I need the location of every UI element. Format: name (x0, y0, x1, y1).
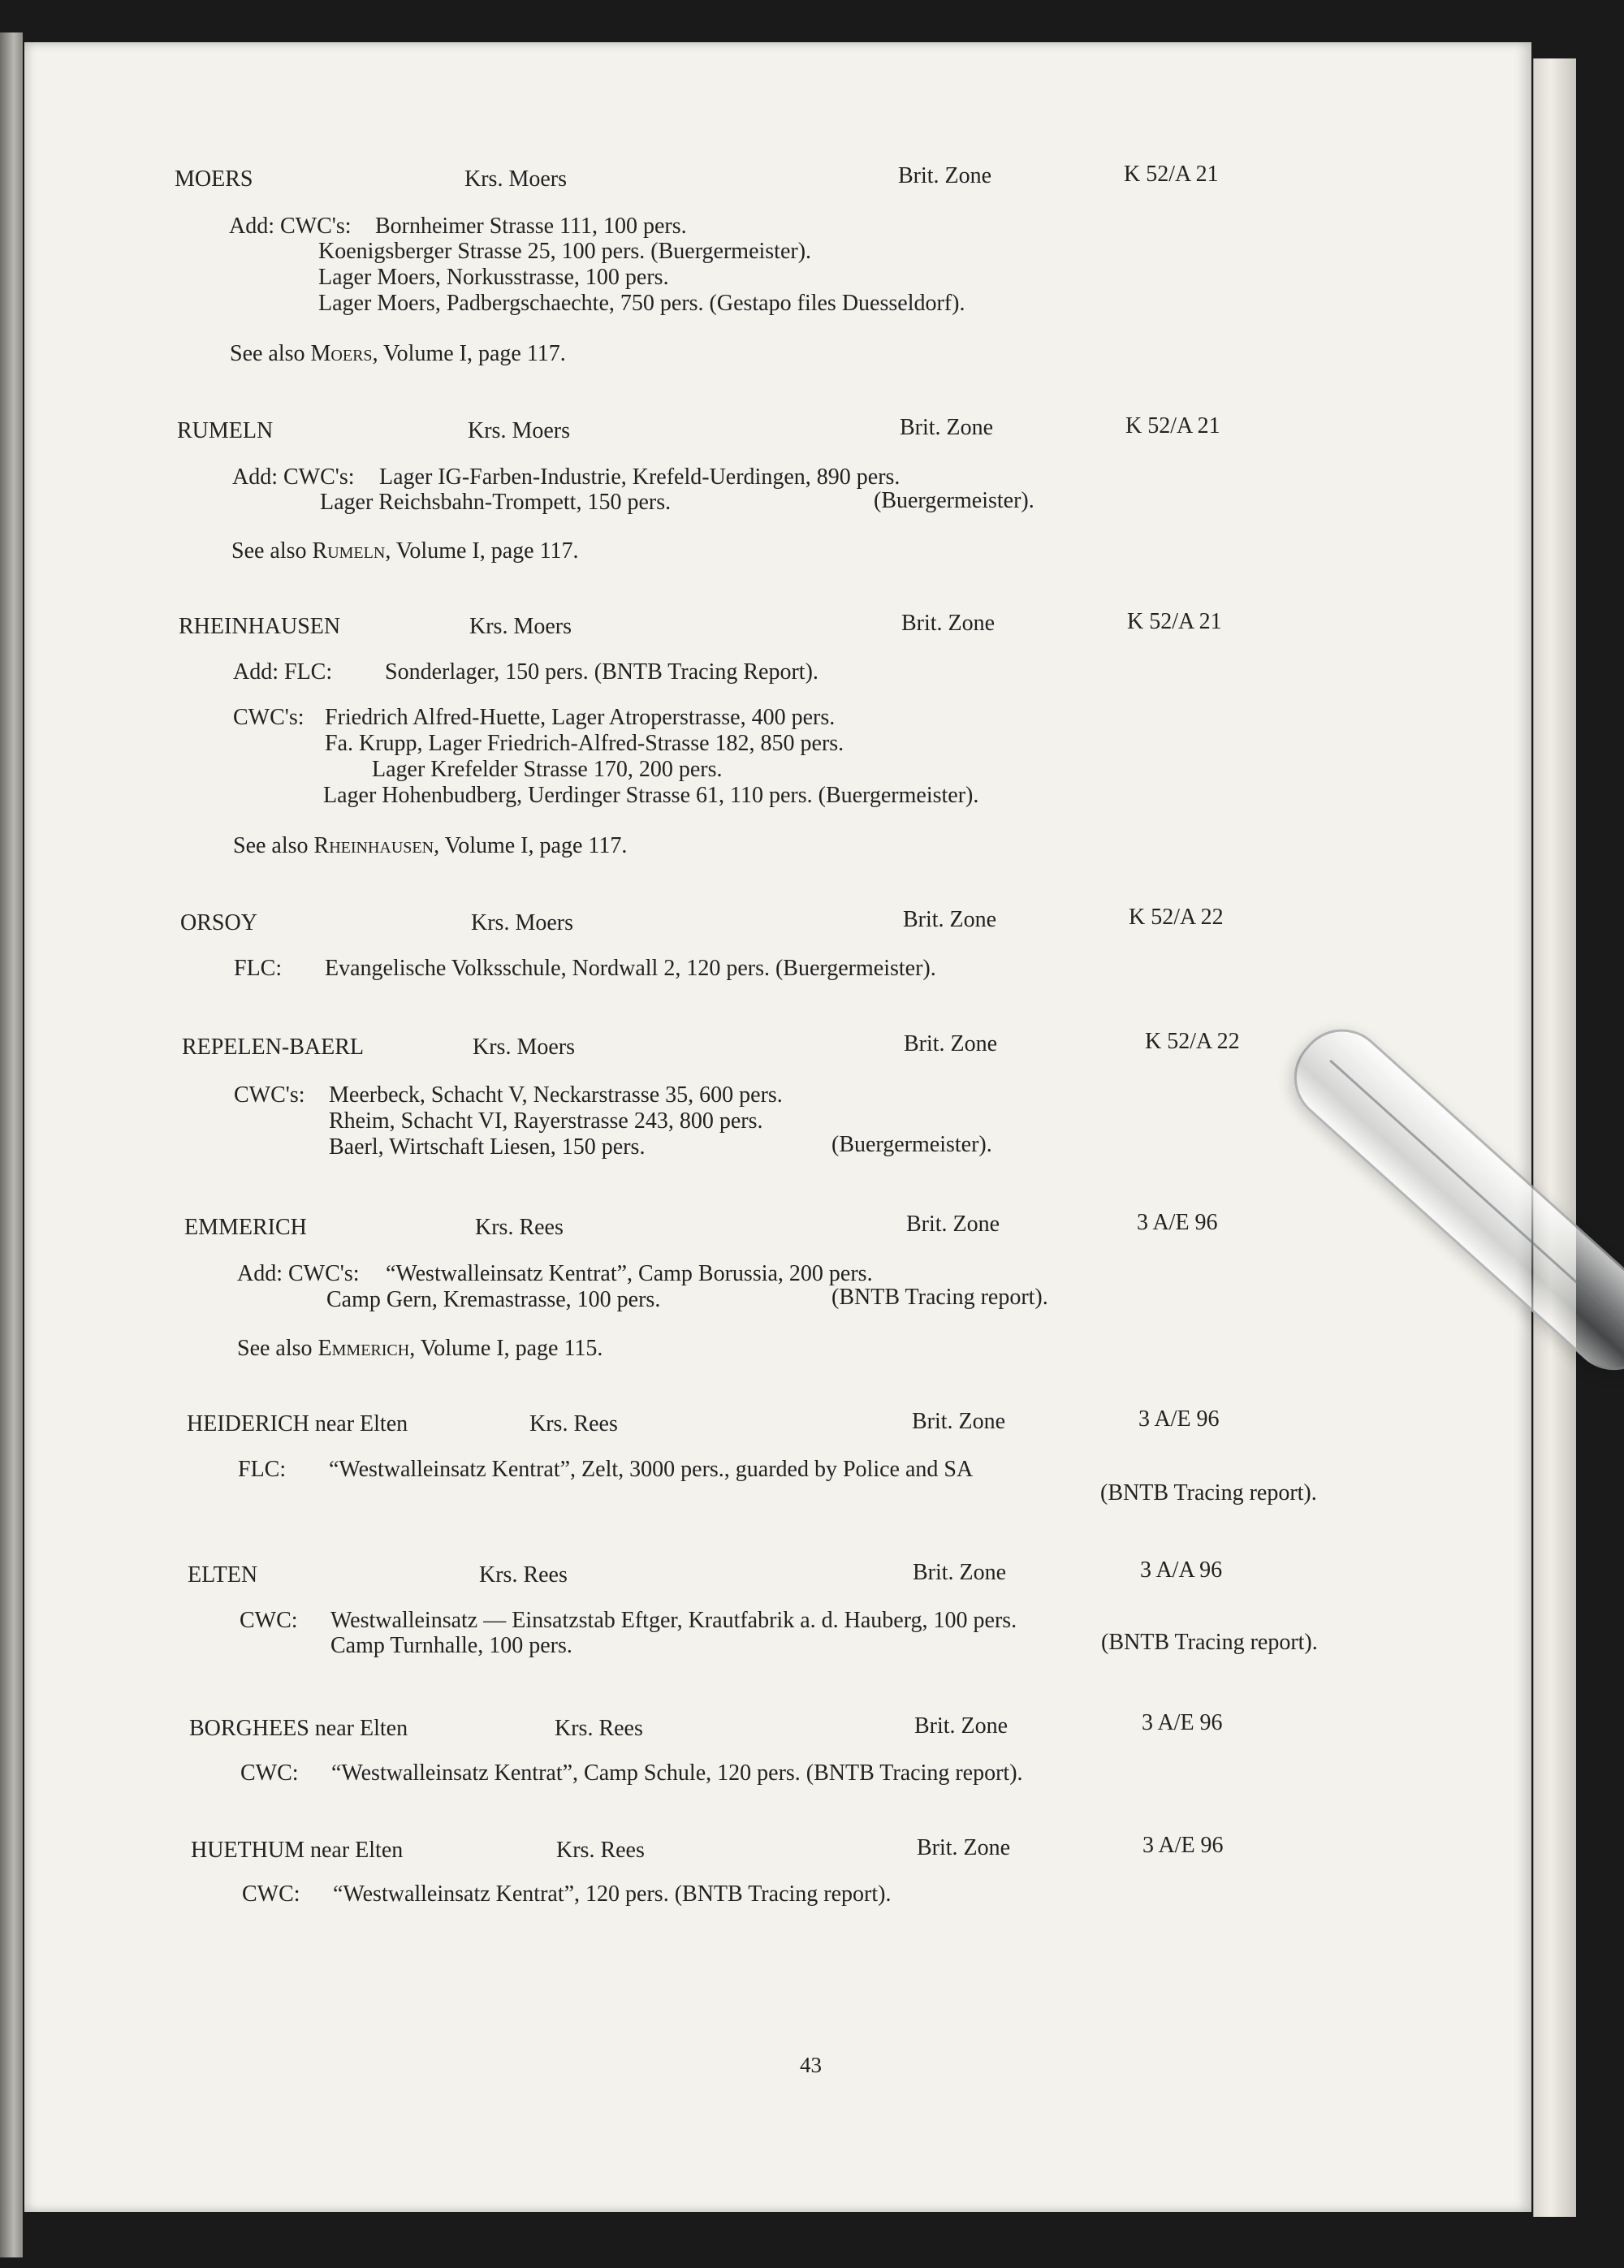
entry-line: Koenigsberger Strasse 25, 100 pers. (Buergermeister). (318, 239, 812, 264)
entry-kreis: Krs. Rees (555, 1716, 643, 1741)
see-also-prefix: See also (231, 538, 307, 564)
entry-line: Westwalleinsatz — Einsatzstab Eftger, Krautfabrik a. d. Hauberg, 100 pers. (330, 1608, 1017, 1633)
entry-zone: Brit. Zone (901, 611, 996, 636)
entry-kreis: Krs. Moers (464, 166, 567, 192)
entry-zone: Brit. Zone (913, 1560, 1007, 1585)
entry-place: RHEINHAUSEN (179, 614, 341, 639)
entry-line: Lager Moers, Norkusstrasse, 100 pers. (318, 265, 669, 290)
next-page-edge (1533, 58, 1576, 2217)
entry-ref: K 52/A 22 (1145, 1029, 1240, 1054)
entry-line-note: (Buergermeister). (831, 1132, 992, 1157)
previous-page-edge (0, 32, 23, 2257)
entry-ref: 3 A/E 96 (1138, 1406, 1220, 1432)
see-also-prefix: See also (233, 833, 309, 858)
entry-zone: Brit. Zone (912, 1409, 1006, 1434)
entry-line: “Westwalleinsatz Kentrat”, Zelt, 3000 pers., guarded by Police and SA (329, 1457, 974, 1482)
entry-zone: Brit. Zone (903, 907, 997, 932)
entry-line: Baerl, Wirtschaft Liesen, 150 pers. (329, 1134, 646, 1160)
entry-line-label: CWC: (242, 1881, 300, 1907)
entry-line: Fa. Krupp, Lager Friedrich-Alfred-Strasse 182, 850 pers. (325, 731, 844, 756)
entry-place: ELTEN (188, 1562, 258, 1588)
entry-line-label: Add: FLC: (233, 659, 333, 685)
entry-zone: Brit. Zone (904, 1031, 998, 1056)
see-also-suffix: , Volume I, page 117. (434, 833, 628, 858)
entry-kreis: Krs. Rees (556, 1838, 645, 1863)
entry-line-note: (BNTB Tracing report). (1100, 1480, 1317, 1506)
entry-ref: K 52/A 21 (1124, 162, 1219, 187)
entry-ref: 3 A/E 96 (1142, 1833, 1224, 1858)
page-number: 43 (800, 2053, 822, 2077)
see-also-line (237, 1335, 603, 1363)
entry-place: MOERS (175, 166, 253, 192)
entry-zone: Brit. Zone (898, 163, 992, 188)
see-also-suffix: , Volume I, page 117. (385, 538, 579, 564)
entry-kreis: Krs. Moers (471, 910, 573, 935)
entry-ref: 3 A/A 96 (1140, 1557, 1223, 1583)
entry-line-label: CWC: (240, 1760, 299, 1786)
entry-ref: K 52/A 22 (1129, 905, 1224, 930)
entry-line-label: Add: CWC's: (229, 214, 352, 239)
entry-line: Sonderlager, 150 pers. (BNTB Tracing Report). (385, 659, 818, 685)
entry-line-label: CWC's: (233, 705, 304, 730)
see-also-suffix: , Volume I, page 115. (409, 1336, 603, 1361)
entry-line-note: (BNTB Tracing report). (831, 1285, 1048, 1310)
entry-line: Lager Hohenbudberg, Uerdinger Strasse 61, 110 pers. (Buergermeister). (323, 783, 979, 808)
entry-ref: 3 A/E 96 (1137, 1210, 1218, 1235)
entry-ref: K 52/A 21 (1127, 609, 1222, 634)
entry-line: Meerbeck, Schacht V, Neckarstrasse 35, 600 pers. (329, 1082, 783, 1108)
document-page (24, 42, 1531, 2212)
entry-place: EMMERICH (184, 1215, 307, 1240)
entry-line-label: FLC: (234, 956, 283, 981)
see-also-suffix: , Volume I, page 117. (372, 341, 566, 366)
see-also-name: Rheinhausen (313, 833, 434, 858)
entry-place: REPELEN-BAERL (182, 1035, 364, 1060)
see-also-name: Moers (310, 341, 373, 366)
entry-zone: Brit. Zone (900, 415, 994, 440)
see-also-line (231, 538, 579, 565)
entry-line-note: (BNTB Tracing report). (1101, 1630, 1318, 1655)
entry-line-label: CWC's: (234, 1082, 305, 1108)
entry-kreis: Krs. Rees (475, 1215, 564, 1240)
entry-line: Rheim, Schacht VI, Rayerstrasse 243, 800 pers. (329, 1108, 763, 1134)
entry-zone: Brit. Zone (917, 1835, 1011, 1860)
entry-line: “Westwalleinsatz Kentrat”, Camp Borussia, 200 pers. (386, 1261, 873, 1286)
entry-line: Camp Gern, Kremastrasse, 100 pers. (326, 1287, 661, 1312)
entry-kreis: Krs. Rees (479, 1562, 568, 1588)
entry-line: “Westwalleinsatz Kentrat”, Camp Schule, 120 pers. (BNTB Tracing report). (331, 1760, 1023, 1786)
see-also-name: Emmerich (317, 1336, 410, 1361)
entry-line-label: Add: CWC's: (237, 1261, 360, 1286)
entry-line: Lager Krefelder Strasse 170, 200 pers. (372, 757, 723, 782)
entry-zone: Brit. Zone (914, 1713, 1009, 1739)
see-also-name: Rumeln (312, 538, 386, 564)
entry-line: Friedrich Alfred-Huette, Lager Atroperstrasse, 400 pers. (325, 705, 836, 730)
entry-zone: Brit. Zone (906, 1212, 1000, 1237)
entry-line: “Westwalleinsatz Kentrat”, 120 pers. (BNTB Tracing report). (333, 1881, 892, 1907)
entry-line-label: Add: CWC's: (232, 464, 355, 490)
entry-line-note: (Buergermeister). (874, 488, 1034, 513)
entry-place: HUETHUM near Elten (191, 1838, 404, 1863)
entry-kreis: Krs. Moers (473, 1035, 575, 1060)
see-also-prefix: See also (230, 341, 305, 366)
entry-line: Lager Moers, Padbergschaechte, 750 pers. (Gestapo files Duesseldorf). (318, 291, 965, 316)
entry-line: Lager Reichsbahn-Trompett, 150 pers. (320, 490, 672, 515)
entry-place: RUMELN (177, 418, 274, 443)
see-also-prefix: See also (237, 1336, 313, 1361)
entry-ref: 3 A/E 96 (1142, 1710, 1223, 1735)
entry-line: Evangelische Volksschule, Nordwall 2, 120 pers. (Buergermeister). (325, 956, 936, 981)
entry-line: Lager IG-Farben-Industrie, Krefeld-Uerdingen, 890 pers. (379, 464, 901, 490)
entry-kreis: Krs. Rees (529, 1411, 618, 1436)
entry-place: BORGHEES near Elten (189, 1716, 408, 1741)
entry-place: ORSOY (180, 910, 257, 935)
entry-ref: K 52/A 21 (1125, 413, 1220, 438)
entry-line: Bornheimer Strasse 111, 100 pers. (375, 214, 687, 239)
entry-place: HEIDERICH near Elten (187, 1411, 408, 1436)
entry-line-label: CWC: (240, 1608, 298, 1633)
see-also-line (230, 340, 566, 368)
entry-line: Camp Turnhalle, 100 pers. (330, 1633, 572, 1658)
entry-kreis: Krs. Moers (468, 418, 570, 443)
entry-line-label: FLC: (238, 1457, 287, 1482)
entry-kreis: Krs. Moers (469, 614, 572, 639)
see-also-line (233, 832, 627, 860)
